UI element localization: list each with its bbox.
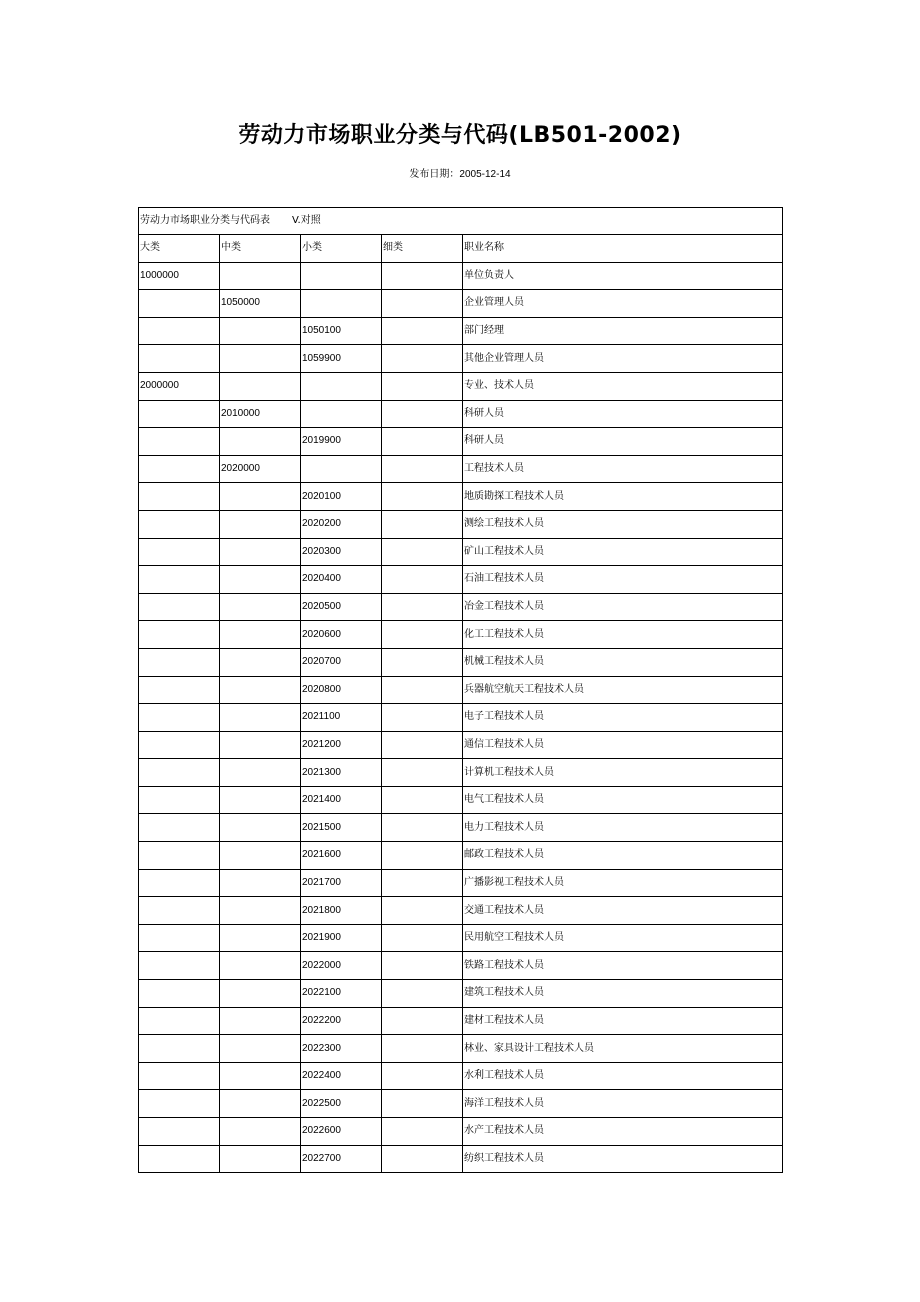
table-row <box>139 759 783 787</box>
detail-class-cell <box>382 400 463 428</box>
occupation-name-cell: 工程技术人员 <box>463 455 783 483</box>
header-major-class: 大类 <box>139 235 220 263</box>
occupation-name-cell: 电力工程技术人员 <box>463 814 783 842</box>
occupation-name-cell: 铁路工程技术人员 <box>463 952 783 980</box>
detail-class-cell <box>382 510 463 538</box>
minor-class-cell: 2022500 <box>301 1090 382 1118</box>
detail-class-cell <box>382 262 463 290</box>
medium-class-cell <box>220 345 301 373</box>
minor-class-cell: 2020400 <box>301 566 382 594</box>
major-class-cell <box>139 428 220 456</box>
occupation-name-cell: 企业管理人员 <box>463 290 783 318</box>
detail-class-cell <box>382 1062 463 1090</box>
minor-class-cell: 2022400 <box>301 1062 382 1090</box>
detail-class-cell <box>382 759 463 787</box>
detail-class-cell <box>382 952 463 980</box>
medium-class-cell <box>220 1090 301 1118</box>
minor-class-cell <box>301 372 382 400</box>
occupation-name-cell: 机械工程技术人员 <box>463 648 783 676</box>
major-class-cell <box>139 1035 220 1063</box>
occupation-name-cell: 地质勘探工程技术人员 <box>463 483 783 511</box>
detail-class-cell <box>382 483 463 511</box>
table-row <box>139 1062 783 1090</box>
minor-class-cell: 2020100 <box>301 483 382 511</box>
minor-class-cell: 2021600 <box>301 842 382 870</box>
occupation-name-cell: 冶金工程技术人员 <box>463 593 783 621</box>
occupation-name-cell: 电气工程技术人员 <box>463 786 783 814</box>
occupation-name-cell: 民用航空工程技术人员 <box>463 924 783 952</box>
minor-class-cell: 2021500 <box>301 814 382 842</box>
occupation-name-cell: 计算机工程技术人员 <box>463 759 783 787</box>
detail-class-cell <box>382 869 463 897</box>
table-body <box>139 208 783 1173</box>
detail-class-cell <box>382 897 463 925</box>
major-class-cell <box>139 317 220 345</box>
medium-class-cell <box>220 1062 301 1090</box>
major-class-cell <box>139 842 220 870</box>
minor-class-cell: 2020300 <box>301 538 382 566</box>
occupation-name-cell: 石油工程技术人员 <box>463 566 783 594</box>
medium-class-cell <box>220 1007 301 1035</box>
medium-class-cell <box>220 1145 301 1173</box>
major-class-cell <box>139 621 220 649</box>
table-row <box>139 566 783 594</box>
detail-class-cell <box>382 317 463 345</box>
major-class-cell <box>139 648 220 676</box>
minor-class-cell: 2020700 <box>301 648 382 676</box>
detail-class-cell <box>382 290 463 318</box>
medium-class-cell <box>220 510 301 538</box>
medium-class-cell <box>220 869 301 897</box>
table-row <box>139 593 783 621</box>
occupation-name-cell: 矿山工程技术人员 <box>463 538 783 566</box>
detail-class-cell <box>382 676 463 704</box>
minor-class-cell: 2022100 <box>301 980 382 1008</box>
table-row <box>139 455 783 483</box>
table-row <box>139 731 783 759</box>
table-row <box>139 262 783 290</box>
medium-class-cell <box>220 621 301 649</box>
minor-class-cell: 1050100 <box>301 317 382 345</box>
publish-date: 发布日期：2005-12-14 <box>409 169 511 180</box>
occupation-name-cell: 科研人员 <box>463 428 783 456</box>
major-class-cell <box>139 869 220 897</box>
detail-class-cell <box>382 648 463 676</box>
medium-class-cell <box>220 676 301 704</box>
major-class-cell <box>139 290 220 318</box>
major-class-cell <box>139 1118 220 1146</box>
major-class-cell <box>139 980 220 1008</box>
medium-class-cell <box>220 952 301 980</box>
detail-class-cell <box>382 1145 463 1173</box>
major-class-cell <box>139 814 220 842</box>
minor-class-cell: 2020200 <box>301 510 382 538</box>
table-caption-right: V.对照 <box>292 215 321 226</box>
table-caption-row <box>139 208 783 235</box>
detail-class-cell <box>382 538 463 566</box>
major-class-cell <box>139 704 220 732</box>
major-class-cell <box>139 593 220 621</box>
table-row <box>139 814 783 842</box>
occupation-name-cell: 专业、技术人员 <box>463 372 783 400</box>
medium-class-cell <box>220 593 301 621</box>
table-row <box>139 1090 783 1118</box>
detail-class-cell <box>382 924 463 952</box>
occupation-name-cell: 单位负责人 <box>463 262 783 290</box>
detail-class-cell <box>382 786 463 814</box>
detail-class-cell <box>382 455 463 483</box>
table-row <box>139 1035 783 1063</box>
table-row <box>139 400 783 428</box>
page-title: 劳动力市场职业分类与代码(LB501-2002) <box>238 123 682 148</box>
medium-class-cell <box>220 648 301 676</box>
table-row <box>139 869 783 897</box>
header-medium-class: 中类 <box>220 235 301 263</box>
minor-class-cell: 2022000 <box>301 952 382 980</box>
occupation-name-cell: 通信工程技术人员 <box>463 731 783 759</box>
major-class-cell <box>139 1090 220 1118</box>
occupation-name-cell: 水产工程技术人员 <box>463 1118 783 1146</box>
detail-class-cell <box>382 1090 463 1118</box>
table-row <box>139 621 783 649</box>
medium-class-cell: 2010000 <box>220 400 301 428</box>
occupation-name-cell: 纺织工程技术人员 <box>463 1145 783 1173</box>
minor-class-cell <box>301 290 382 318</box>
medium-class-cell <box>220 566 301 594</box>
occupation-name-cell: 海洋工程技术人员 <box>463 1090 783 1118</box>
major-class-cell <box>139 952 220 980</box>
medium-class-cell <box>220 372 301 400</box>
detail-class-cell <box>382 1118 463 1146</box>
minor-class-cell: 2021300 <box>301 759 382 787</box>
occupation-name-cell: 化工工程技术人员 <box>463 621 783 649</box>
table-row <box>139 483 783 511</box>
occupation-name-cell: 广播影视工程技术人员 <box>463 869 783 897</box>
occupation-name-cell: 邮政工程技术人员 <box>463 842 783 870</box>
table-row <box>139 786 783 814</box>
major-class-cell <box>139 759 220 787</box>
table-row <box>139 842 783 870</box>
medium-class-cell <box>220 538 301 566</box>
medium-class-cell: 2020000 <box>220 455 301 483</box>
detail-class-cell <box>382 842 463 870</box>
medium-class-cell <box>220 980 301 1008</box>
header-minor-class: 小类 <box>301 235 382 263</box>
minor-class-cell: 2021700 <box>301 869 382 897</box>
major-class-cell <box>139 786 220 814</box>
major-class-cell <box>139 897 220 925</box>
header-occupation-name: 职业名称 <box>463 235 783 263</box>
minor-class-cell: 2020500 <box>301 593 382 621</box>
occupation-name-cell: 建筑工程技术人员 <box>463 980 783 1008</box>
minor-class-cell: 2021100 <box>301 704 382 732</box>
occupation-name-cell: 水利工程技术人员 <box>463 1062 783 1090</box>
minor-class-cell: 2021400 <box>301 786 382 814</box>
detail-class-cell <box>382 1007 463 1035</box>
table-row <box>139 510 783 538</box>
occupation-code-table <box>138 207 783 1173</box>
major-class-cell <box>139 676 220 704</box>
occupation-name-cell: 交通工程技术人员 <box>463 897 783 925</box>
table-header-row <box>139 235 783 263</box>
table-row <box>139 1007 783 1035</box>
table-row <box>139 290 783 318</box>
table-row <box>139 676 783 704</box>
medium-class-cell <box>220 317 301 345</box>
medium-class-cell <box>220 786 301 814</box>
table-row <box>139 952 783 980</box>
table-row <box>139 1145 783 1173</box>
detail-class-cell <box>382 428 463 456</box>
detail-class-cell <box>382 566 463 594</box>
table-row <box>139 345 783 373</box>
medium-class-cell <box>220 704 301 732</box>
medium-class-cell <box>220 759 301 787</box>
minor-class-cell: 2022700 <box>301 1145 382 1173</box>
minor-class-cell: 2022600 <box>301 1118 382 1146</box>
major-class-cell <box>139 566 220 594</box>
medium-class-cell <box>220 1118 301 1146</box>
occupation-name-cell: 部门经理 <box>463 317 783 345</box>
major-class-cell <box>139 400 220 428</box>
minor-class-cell: 2019900 <box>301 428 382 456</box>
occupation-name-cell: 其他企业管理人员 <box>463 345 783 373</box>
minor-class-cell: 2020600 <box>301 621 382 649</box>
occupation-name-cell: 科研人员 <box>463 400 783 428</box>
minor-class-cell: 1059900 <box>301 345 382 373</box>
table-caption <box>139 208 783 235</box>
medium-class-cell <box>220 428 301 456</box>
detail-class-cell <box>382 345 463 373</box>
minor-class-cell: 2022300 <box>301 1035 382 1063</box>
medium-class-cell <box>220 897 301 925</box>
minor-class-cell <box>301 400 382 428</box>
table-row <box>139 897 783 925</box>
table-row <box>139 538 783 566</box>
detail-class-cell <box>382 731 463 759</box>
table-row <box>139 1118 783 1146</box>
detail-class-cell <box>382 1035 463 1063</box>
major-class-cell <box>139 345 220 373</box>
occupation-name-cell: 林业、家具设计工程技术人员 <box>463 1035 783 1063</box>
medium-class-cell <box>220 924 301 952</box>
major-class-cell <box>139 538 220 566</box>
minor-class-cell: 2021200 <box>301 731 382 759</box>
major-class-cell <box>139 731 220 759</box>
major-class-cell <box>139 924 220 952</box>
minor-class-cell: 2021900 <box>301 924 382 952</box>
major-class-cell <box>139 1062 220 1090</box>
table-row <box>139 372 783 400</box>
medium-class-cell: 1050000 <box>220 290 301 318</box>
table-row <box>139 980 783 1008</box>
minor-class-cell <box>301 455 382 483</box>
table-row <box>139 704 783 732</box>
occupation-name-cell: 建材工程技术人员 <box>463 1007 783 1035</box>
major-class-cell: 2000000 <box>139 372 220 400</box>
major-class-cell <box>139 1007 220 1035</box>
occupation-name-cell: 测绘工程技术人员 <box>463 510 783 538</box>
detail-class-cell <box>382 372 463 400</box>
table-row <box>139 924 783 952</box>
major-class-cell <box>139 510 220 538</box>
table-row <box>139 648 783 676</box>
detail-class-cell <box>382 980 463 1008</box>
major-class-cell: 1000000 <box>139 262 220 290</box>
detail-class-cell <box>382 814 463 842</box>
detail-class-cell <box>382 621 463 649</box>
major-class-cell <box>139 455 220 483</box>
minor-class-cell: 2021800 <box>301 897 382 925</box>
minor-class-cell: 2020800 <box>301 676 382 704</box>
medium-class-cell <box>220 1035 301 1063</box>
medium-class-cell <box>220 483 301 511</box>
detail-class-cell <box>382 704 463 732</box>
occupation-name-cell: 电子工程技术人员 <box>463 704 783 732</box>
medium-class-cell <box>220 814 301 842</box>
occupation-name-cell: 兵器航空航天工程技术人员 <box>463 676 783 704</box>
major-class-cell <box>139 483 220 511</box>
table-row <box>139 428 783 456</box>
major-class-cell <box>139 1145 220 1173</box>
medium-class-cell <box>220 842 301 870</box>
medium-class-cell <box>220 262 301 290</box>
table-row <box>139 317 783 345</box>
table-caption-left: 劳动力市场职业分类与代码表 <box>140 215 270 226</box>
minor-class-cell: 2022200 <box>301 1007 382 1035</box>
medium-class-cell <box>220 731 301 759</box>
minor-class-cell <box>301 262 382 290</box>
header-detail-class: 细类 <box>382 235 463 263</box>
detail-class-cell <box>382 593 463 621</box>
